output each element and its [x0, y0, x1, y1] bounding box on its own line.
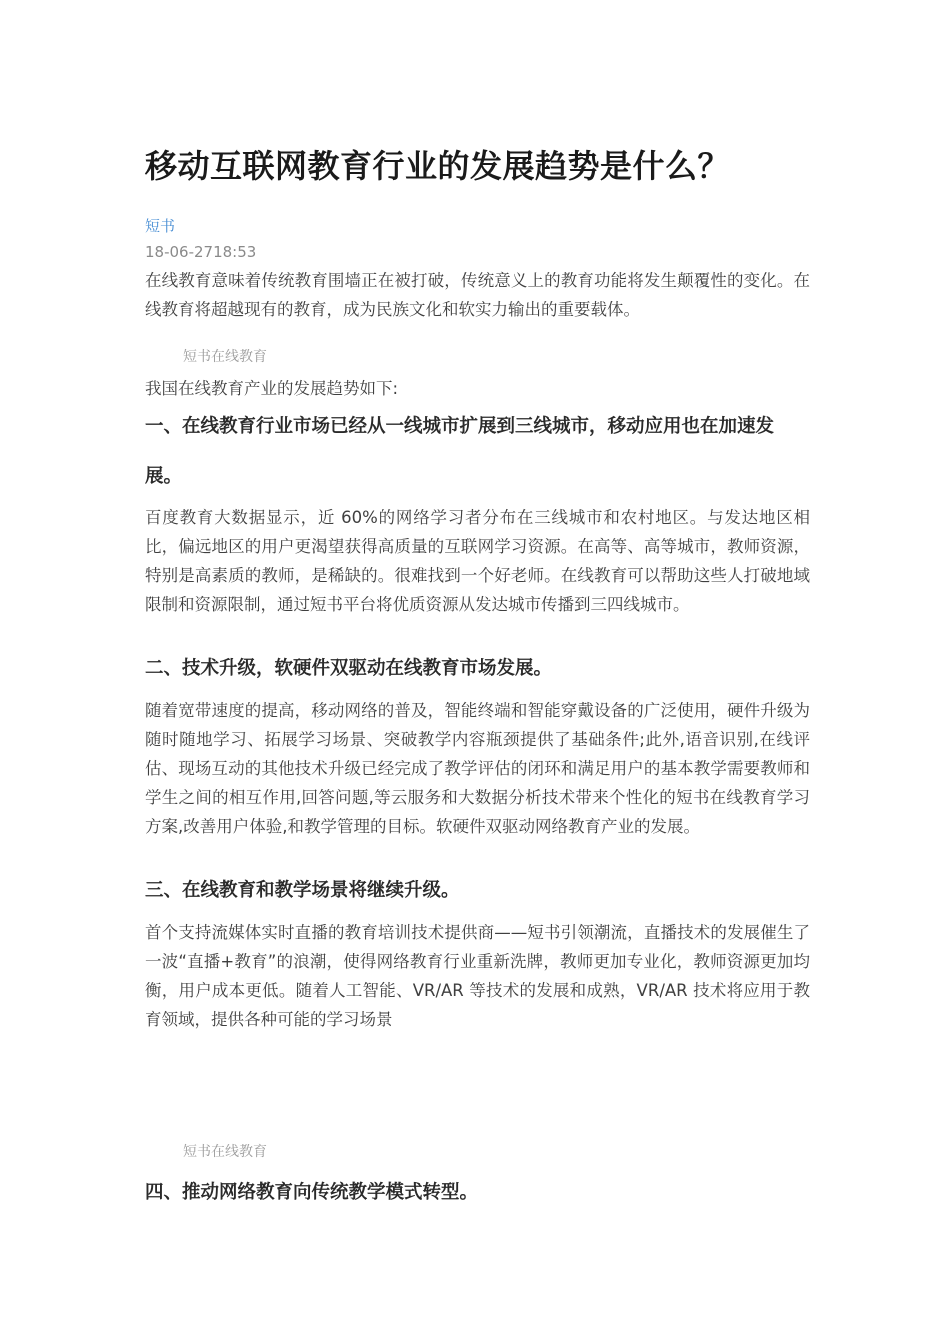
- author-link[interactable]: 短书: [145, 217, 176, 235]
- article-title: 移动互联网教育行业的发展趋势是什么？: [145, 147, 731, 185]
- image-caption: 短书在线教育: [183, 349, 267, 365]
- section-heading-3: 三、在线教育和教学场景将继续升级。: [145, 880, 460, 901]
- image-caption: 短书在线教育: [183, 1144, 267, 1160]
- section-body-3: 首个支持流媒体实时直播的教育培训技术提供商——短书引领潮流，直播技术的发展催生了一波“直播+教育”的浪潮，使得网络教育行业重新洗牌，教师更加专业化，教师资源更加均衡，用户成本更低。随着人工智能、VR/AR 等技术的发展和成熟，VR/AR 技术将应用于教育领域，提供各种可能的学习场景: [145, 923, 810, 1029]
- section-heading-2: 二、技术升级，软硬件双驱动在线教育市场发展。: [145, 658, 553, 679]
- section-body-1: 百度教育大数据显示，近 60%的网络学习者分布在三线城市和农村地区。与发达地区相比，偏远地区的用户更渴望获得高质量的互联网学习资源。在高等、高等城市，教师资源，特别是高素质的教师，是稀缺的。很难找到一个好老师。在线教育可以帮助这些人打破地域限制和资源限制，通过短书平台将优质资源从发达城市传播到三四线城市。: [145, 508, 810, 614]
- publish-timestamp: 18-06-2718:53: [145, 243, 257, 261]
- section-heading-4: 四、推动网络教育向传统教学模式转型。: [145, 1182, 479, 1203]
- section-body-2: 随着宽带速度的提高，移动网络的普及，智能终端和智能穿戴设备的广泛使用，硬件升级为随时随地学习、拓展学习场景、突破教学内容瓶颈提供了基础条件;此外,语音识别,在线评估、现场互动的其他技术升级已经完成了教学评估的闭环和满足用户的基本教学需要教师和学生之间的相互作用,回答问题,等云服务和大数据分析技术带来个性化的短书在线教育学习方案,改善用户体验,和教学管理的目标。软硬件双驱动网络教育产业的发展。: [145, 701, 810, 836]
- section-heading-1: 一、在线教育行业市场已经从一线城市扩展到三线城市，移动应用也在加速发展。: [145, 416, 775, 487]
- lead-paragraph: 我国在线教育产业的发展趋势如下:: [145, 379, 399, 398]
- intro-paragraph: 在线教育意味着传统教育围墙正在被打破，传统意义上的教育功能将发生颠覆性的变化。在线教育将超越现有的教育，成为民族文化和软实力输出的重要载体。: [145, 271, 810, 319]
